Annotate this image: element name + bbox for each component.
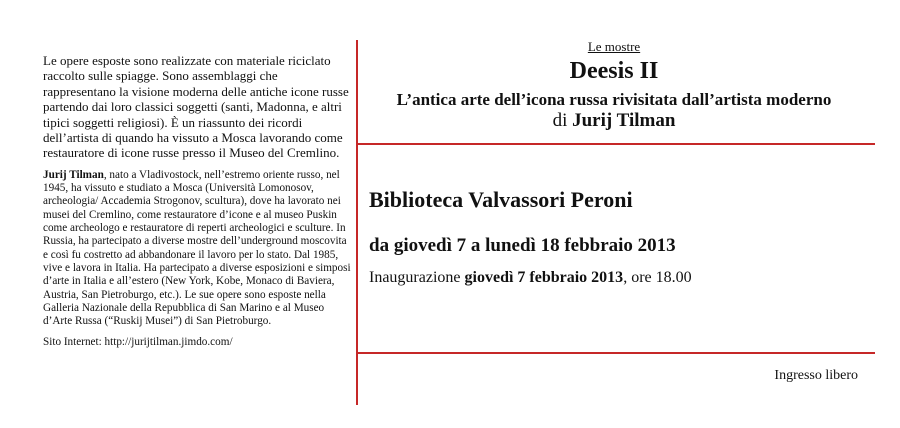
inauguration-line [369, 269, 692, 287]
website-line: Sito Internet: http://jurijtilman.jimdo.com/ [43, 336, 233, 349]
inauguration-time: , ore 18.00 [623, 269, 692, 286]
artist-name: Jurij Tilman [572, 110, 676, 131]
description-column [43, 53, 353, 350]
artist-byline [358, 110, 870, 132]
exhibition-title: Deesis II [569, 58, 659, 84]
bio-text: , nato a Vladivostock, nell’estremo oriente russo, nel 1945, ha vissuto e studiato a Mosca (Università Lomonosov, archeologia/ Accademia Strogonov, scultura), dove ha lavorato nei musei del Cremlino, come restauratore d’icone e al museo Puskin come archeologo e restauratore di reperti archeologici e sculture. In Russia, ha partecipato a diverse mostre dell’underground moscovita e così fu costretto ad abbandonare il lavoro per lo stato. Dal 1985, vive e lavora in Italia. Ha partecipato a diverse esposizioni e simposi d’arte in Italia e all’estero (New York, Kobe, Monaco di Baviera, Austria, San Pietroburgo, etc.). Le sue opere sono esposte nella Galleria Nazionale della Repubblica di San Marino e al Museo d’Arte Russa (“Ruskij Musei”) di San Pietroburgo. [43, 168, 351, 328]
divider-bottom [358, 352, 875, 354]
artist-bio [43, 169, 353, 329]
admission-note: Ingresso libero [774, 368, 858, 383]
inauguration-label: Inaugurazione [369, 269, 461, 286]
divider-top [358, 143, 875, 145]
intro-paragraph: Le opere esposte sono realizzate con materiale riciclato raccolto sulle spiagge. Sono assemblaggi che rappresentano la visione moderna delle antiche icone russe partendo dai loro classici soggetti (santi, Madonna, e altri tipici soggetti religiosi). È un riassunto dei ricordi dell’artista di quando ha vissuto a Mosca lavorando come restauratore di icone russe presso il Museo del Cremlino. [43, 53, 349, 161]
section-label: Le mostre [587, 39, 641, 54]
byline-prefix: di [552, 110, 568, 131]
exhibition-subtitle: L’antica arte dell’icona russa rivisitata dall’artista moderno [396, 90, 832, 109]
exhibition-dates: da giovedì 7 a lunedì 18 febbraio 2013 [369, 235, 676, 256]
bio-artist-name: Jurij Tilman [43, 168, 104, 181]
venue-name: Biblioteca Valvassori Peroni [369, 187, 633, 212]
inauguration-date: giovedì 7 febbraio 2013 [464, 269, 624, 286]
